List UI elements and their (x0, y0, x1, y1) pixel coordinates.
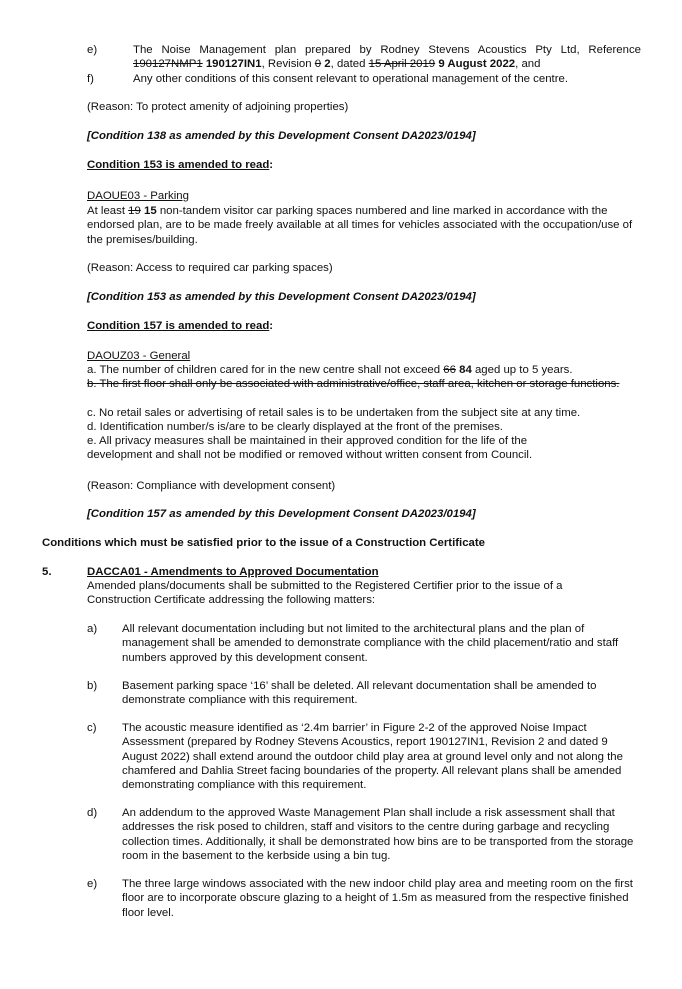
item-e2-label: e) (87, 878, 98, 890)
inserted-date: 9 August 2022 (438, 58, 516, 71)
deleted-children: 66 (443, 364, 456, 376)
amended-condition-138: [Condition 138 as amended by this Development Consent DA2023/0194] (87, 130, 476, 142)
item-a-text: All relevant documentation including but not limited to the architectural plans and the plan of management shall be amended to demonstrate compliance with the child placement/ratio and staff numbers approved by this development consent. (122, 623, 619, 664)
inserted-children: 84 (459, 364, 472, 376)
item-b-text: Basement parking space ‘16’ shall be deleted. All relevant documentation shall be amended to demonstrate compliance with this requirement. (122, 680, 597, 707)
reason-parking: (Reason: Access to required car parking spaces) (87, 262, 333, 274)
item-d-text: An addendum to the approved Waste Management Plan shall include a risk assessment shall that addresses the risk posed to children, staff and visitors to the centre during garbage and recycling collection times. Additionally, it shall be demonstrated how bins are to be transported from the storage room in the basement to the kerbside using a bin tug. (122, 807, 634, 862)
item-d-label: d) (87, 807, 98, 819)
item-c-label: c) (87, 722, 97, 734)
condition-157-d: d. Identification number/s is/are to be clearly displayed at the front of the premises. (87, 421, 503, 433)
deleted-date: 15 April 2019 (368, 58, 436, 71)
condition-157-e: e. All privacy measures shall be maintained in their approved condition for the life of the development and shall not be modified or removed without written consent from Council. (87, 435, 533, 462)
item-e2-text: The three large windows associated with the new indoor child play area and meeting room on the first floor are to incorporate obscure glazing to a height of 1.5m as measured from the respective finished floor level. (122, 878, 633, 919)
amended-condition-153: [Condition 153 as amended by this Development Consent DA2023/0194] (87, 291, 476, 303)
condition-157-c: c. No retail sales or advertising of retail sales is to be undertaken from the subject site at any time. (87, 407, 581, 419)
code-daoue03: DAOUE03 - Parking (87, 190, 189, 202)
heading-condition-157: Condition 157 is amended to read: (87, 320, 274, 332)
deleted-count: 19 (128, 205, 141, 217)
heading-condition-153: Condition 153 is amended to read: (87, 159, 274, 171)
condition-5-title: DACCA01 - Amendments to Approved Documentation (87, 566, 379, 578)
amended-condition-157: [Condition 157 as amended by this Development Consent DA2023/0194] (87, 508, 476, 520)
item-e-text: The Noise Management plan prepared by Rodney Stevens Acoustics Pty Ltd, Reference 190127NMP1 190127IN1, Revision 0 2, dated 15 April 2019 9 August 2022, and (133, 44, 641, 71)
reason-compliance: (Reason: Compliance with development consent) (87, 480, 336, 492)
condition-5-number: 5. (42, 566, 52, 578)
condition-157-b-deleted: b. The first floor shall only be associated with administrative/office, staff area, kitchen or storage functions. (87, 378, 620, 390)
code-daouz03: DAOUZ03 - General (87, 350, 191, 362)
item-e-label: e) (87, 44, 98, 56)
inserted-revision: 2 (324, 58, 331, 71)
reason-amenity: (Reason: To protect amenity of adjoining properties) (87, 101, 349, 113)
deleted-revision: 0 (314, 58, 322, 71)
item-f-text: Any other conditions of this consent relevant to operational management of the centre. (133, 73, 569, 85)
item-b-label: b) (87, 680, 98, 692)
section-heading: Conditions which must be satisfied prior to the issue of a Construction Certificate (42, 537, 486, 549)
item-a-label: a) (87, 623, 98, 635)
item-f-label: f) (87, 73, 94, 85)
condition-157-a: a. The number of children cared for in the new centre shall not exceed 66 84 aged up to 5 years. (87, 364, 573, 376)
condition-5-intro: Amended plans/documents shall be submitted to the Registered Certifier prior to the issue of a Construction Certificate addressing the following matters: (87, 580, 563, 607)
item-c-text: The acoustic measure identified as ‘2.4m barrier’ in Figure 2-2 of the approved Noise Impact Assessment (prepared by Rodney Stevens Acoustics, report 190127IN1, Revision 2 and dated 9 August 2022) shall extend around the outdoor child play area at ground level only and not along the chamfered and Dahlia Street facing boundaries of the property. All relevant plans shall be amended demonstrating compliance with this requirement. (122, 722, 623, 792)
deleted-reference: 190127NMP1 (133, 58, 203, 71)
condition-153-text: At least 19 15 non-tandem visitor car parking spaces numbered and line marked in accordance with the endorsed plan, are to be made freely available at all times for vehicles associated with the occupation/use of the premises/building. (87, 205, 633, 246)
inserted-reference: 190127IN1 (205, 58, 262, 71)
inserted-count: 15 (144, 205, 157, 217)
